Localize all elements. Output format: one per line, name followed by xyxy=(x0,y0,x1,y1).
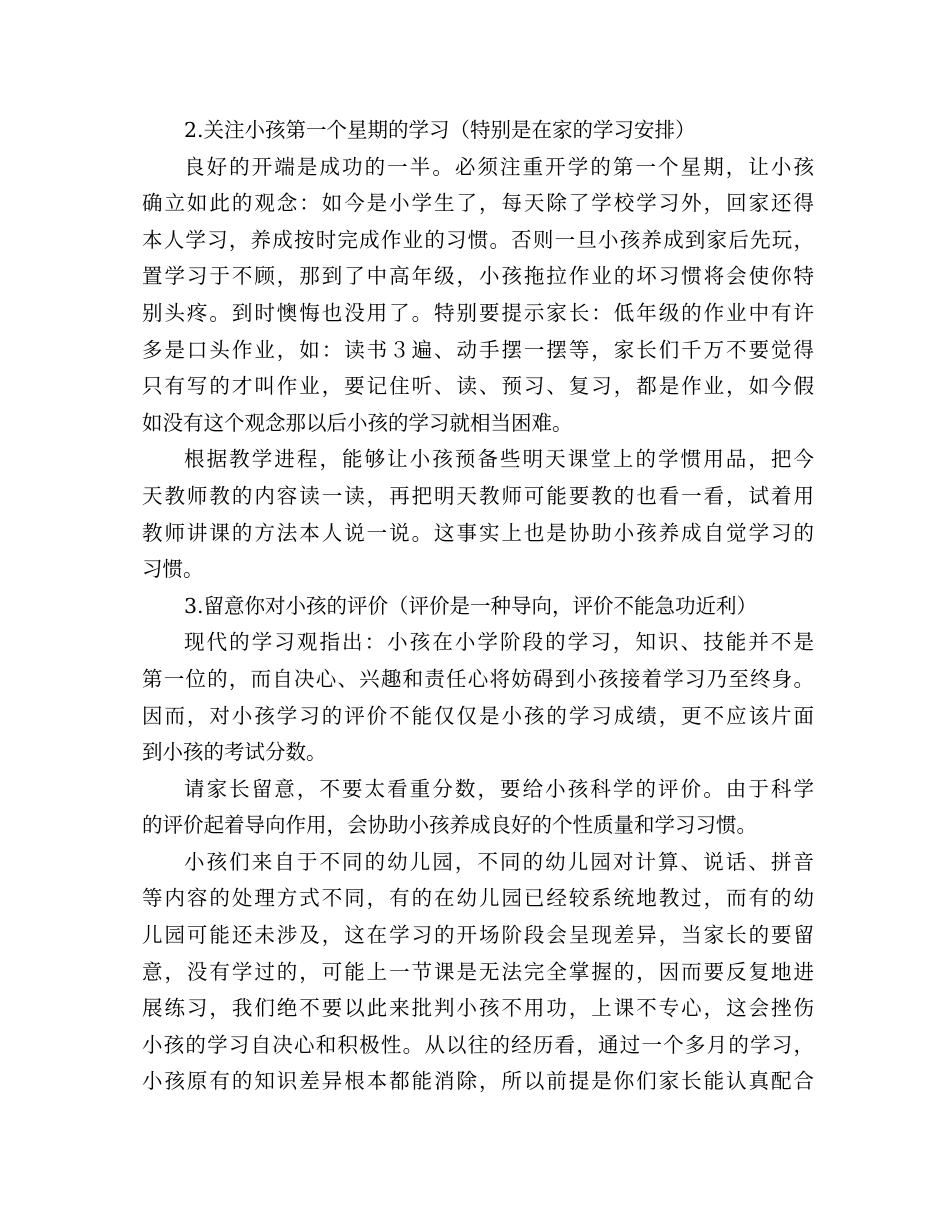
paragraph-line: 只有写的才叫作业，要记住听、读、预习、复习，都是作业，如今假 xyxy=(142,374,814,399)
paragraph-line: 儿园可能还未涉及，这在学习的开场阶段会呈现差异，当家长的要留 xyxy=(142,923,814,948)
paragraph-line: 意，没有学过的，可能上一节课是无法完全掌握的，因而要反复地进 xyxy=(142,959,814,984)
paragraph-line: 小孩原有的知识差异根本都能消除，所以前提是你们家长能认真配合 xyxy=(142,1069,814,1094)
paragraph-line: 的评价起着导向作用，会协助小孩养成良好的个性质量和学习习惯。 xyxy=(142,813,757,838)
paragraph-line: 本人学习，养成按时完成作业的习惯。否则一旦小孩养成到家后先玩， xyxy=(142,227,814,252)
paragraph-line: 请家长留意，不要太看重分数，要给小孩科学的评价。由于科学 xyxy=(184,776,814,801)
paragraph-line: 多是口头作业，如：读书３遍、动手摆一摆等，家长们千万不要觉得 xyxy=(142,337,814,362)
paragraph-line: 天教师教的内容读一读，再把明天教师可能要教的也看一看，试着用 xyxy=(142,483,814,508)
document-page xyxy=(142,112,814,1100)
paragraph-line: 如没有这个观念那以后小孩的学习就相当困难。 xyxy=(142,410,573,435)
section-heading-2: 2.关注小孩第一个星期的学习（特别是在家的学习安排） xyxy=(184,118,696,142)
paragraph-line: 到小孩的考试分数。 xyxy=(142,740,327,765)
section-heading-3: 3.留意你对小孩的评价（评价是一种导向，评价不能急功近利） xyxy=(184,593,758,618)
paragraph-line: 小孩的学习自决心和积极性。从以往的经历看，通过一个多月的学习， xyxy=(142,1032,814,1057)
paragraph-line: 展练习，我们绝不要以此来批判小孩不用功，上课不专心，这会挫伤 xyxy=(142,996,814,1021)
paragraph-line: 教师讲课的方法本人说一说。这事实上也是协助小孩养成自觉学习的 xyxy=(142,520,814,545)
paragraph-line: 置学习于不顾，那到了中高年级，小孩拖拉作业的坏习惯将会使你特 xyxy=(142,264,814,289)
paragraph-line: 等内容的处理方式不同，有的在幼儿园已经较系统地教过，而有的幼 xyxy=(142,886,814,911)
paragraph-line: 小孩们来自于不同的幼儿园，不同的幼儿园对计算、说话、拼音 xyxy=(184,849,814,874)
paragraph-line: 习惯。 xyxy=(142,557,204,582)
paragraph-line: 第一位的，而自决心、兴趣和责任心将妨碍到小孩接着学习乃至终身。 xyxy=(142,666,814,691)
paragraph-line: 现代的学习观指出：小孩在小学阶段的学习，知识、技能并不是 xyxy=(184,630,814,655)
paragraph-line: 根据教学进程，能够让小孩预备些明天课堂上的学惯用品，把今 xyxy=(184,447,814,472)
paragraph-line: 良好的开端是成功的一半。必须注重开学的第一个星期，让小孩 xyxy=(184,154,814,179)
paragraph-line: 因而，对小孩学习的评价不能仅仅是小孩的学习成绩，更不应该片面 xyxy=(142,703,814,728)
paragraph-line: 别头疼。到时懊悔也没用了。特别要提示家长：低年级的作业中有许 xyxy=(142,300,814,325)
paragraph-line: 确立如此的观念：如今是小学生了，每天除了学校学习外，回家还得 xyxy=(142,191,814,216)
